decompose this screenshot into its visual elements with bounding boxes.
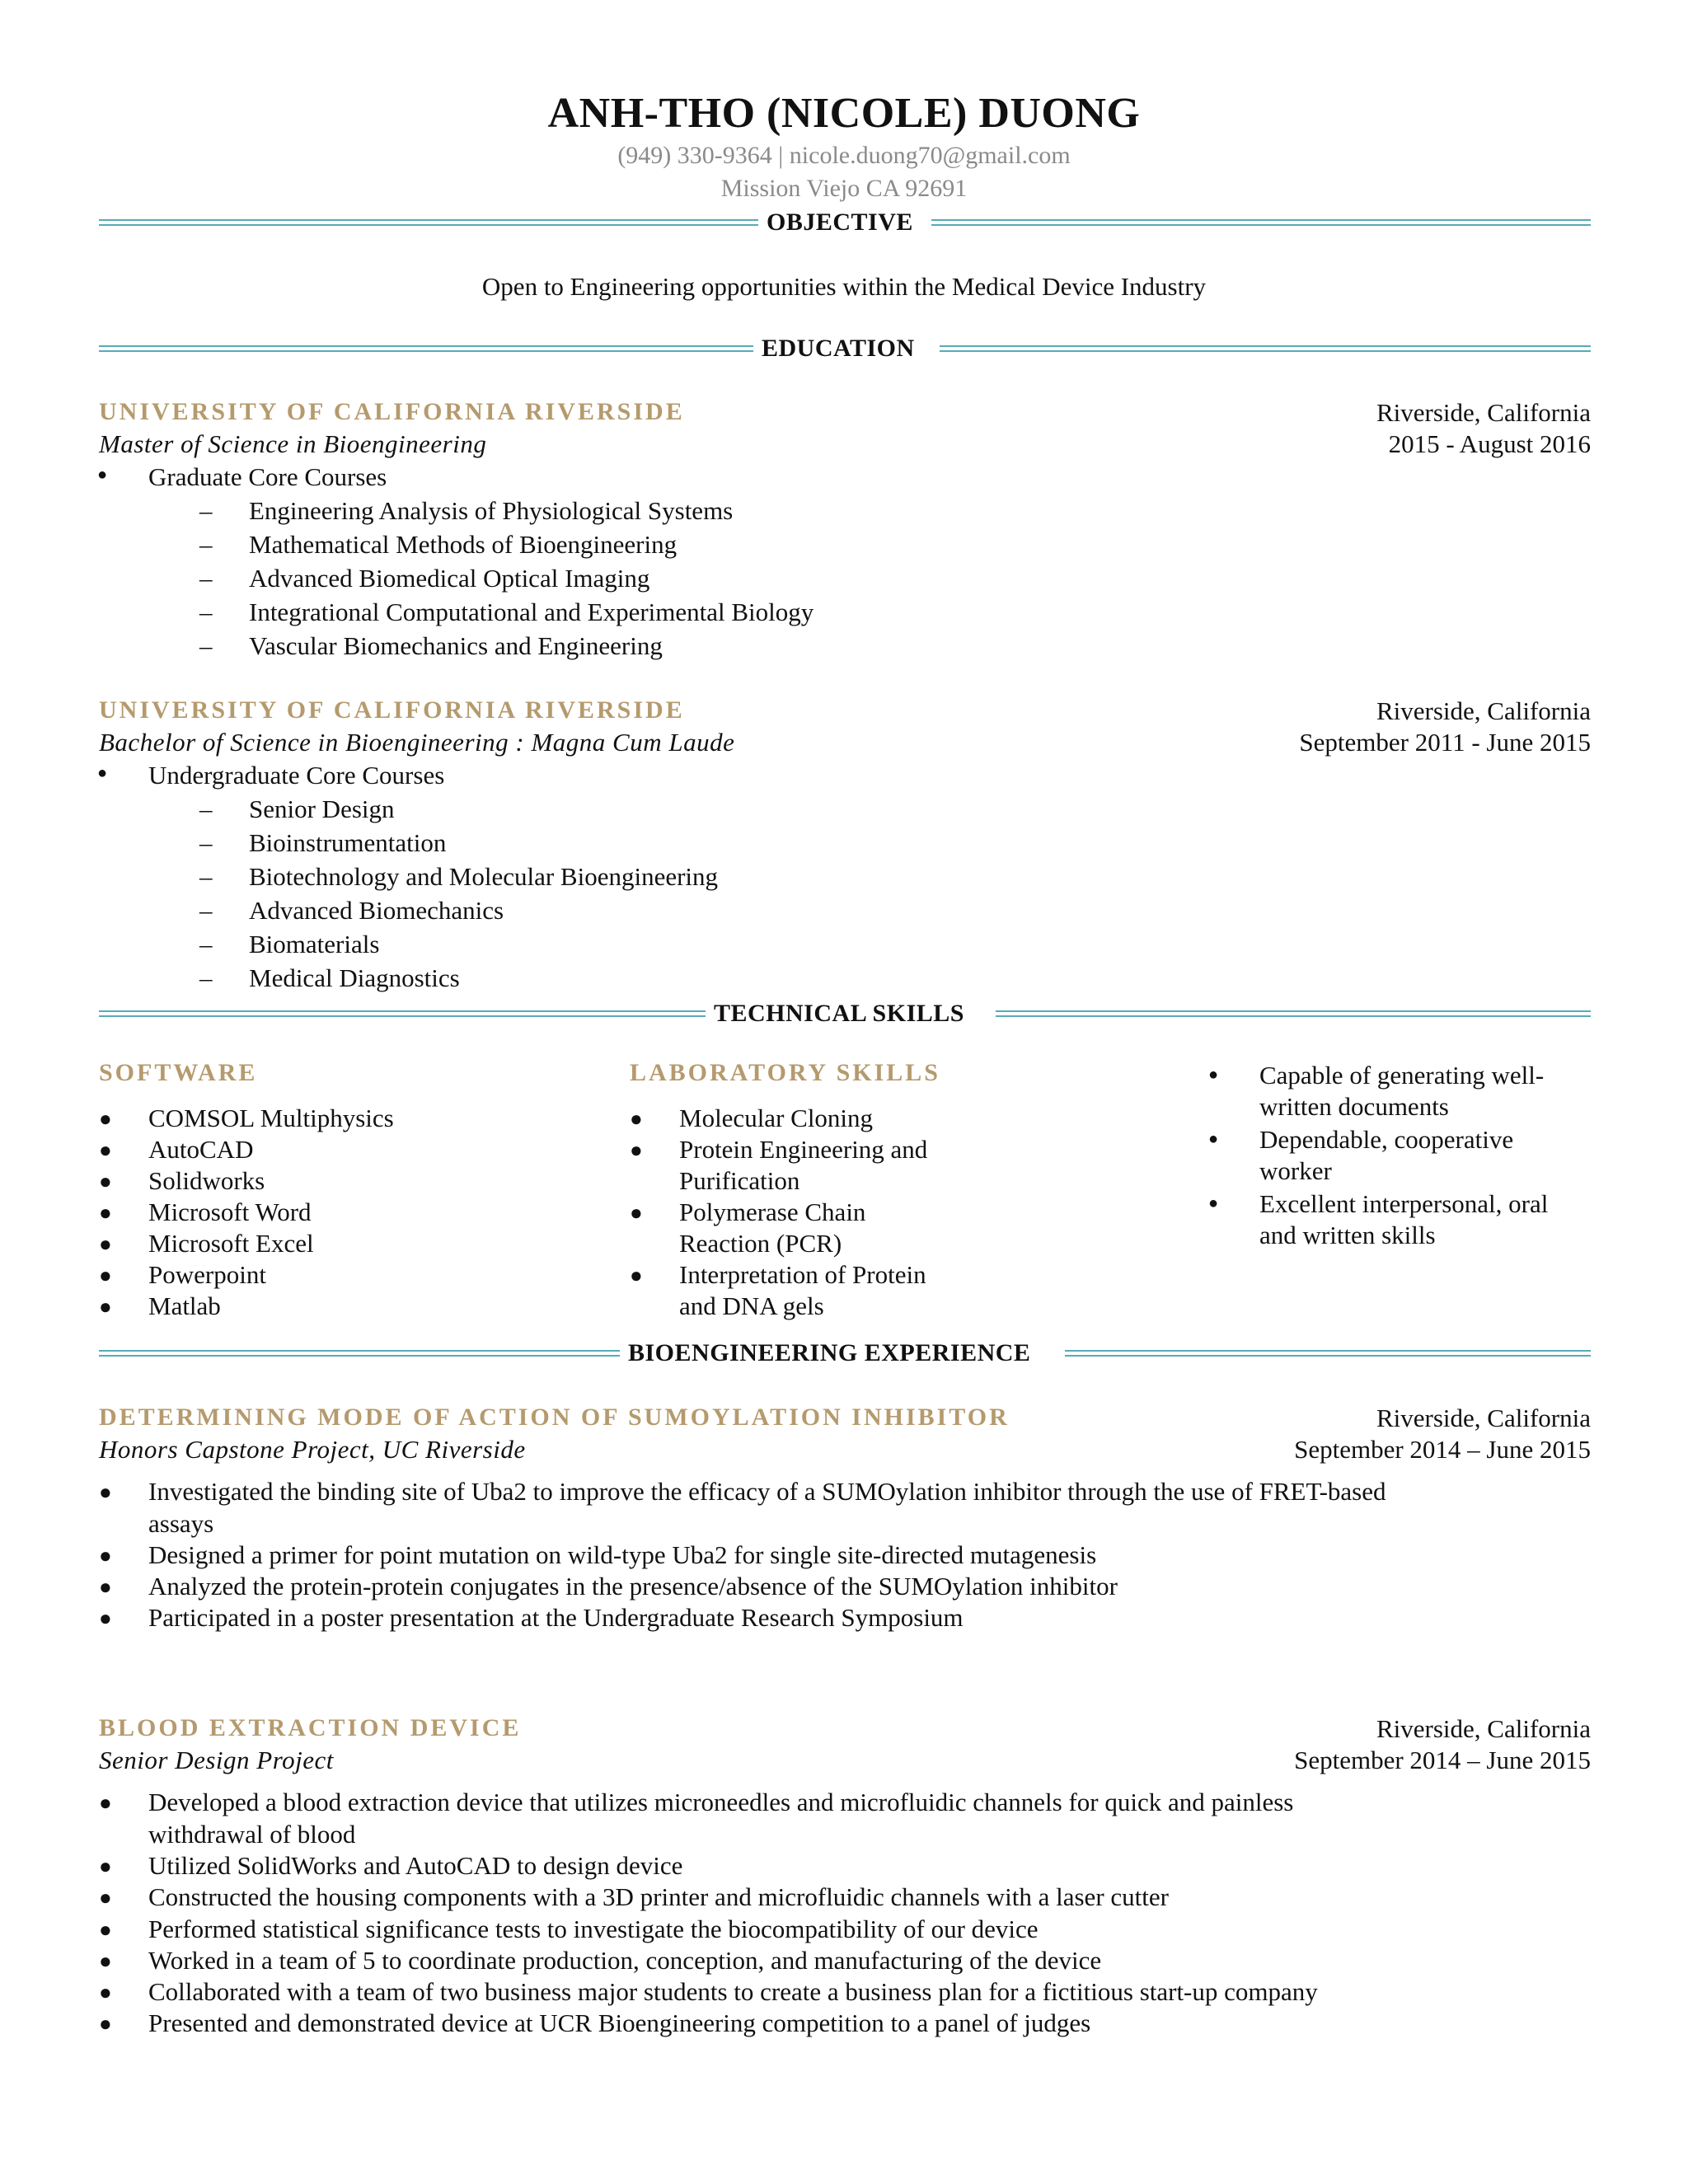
course-item: Integrational Computational and Experimental Biology bbox=[249, 598, 814, 626]
objective-text: Open to Engineering opportunities within the Medical Device Industry bbox=[481, 272, 1207, 301]
bullet-icon: ● bbox=[99, 1480, 112, 1504]
course-item: Vascular Biomechanics and Engineering bbox=[249, 631, 663, 660]
dash-icon: – bbox=[199, 896, 213, 925]
bullet-icon: ● bbox=[1208, 1194, 1219, 1212]
contact-line: (949) 330-9364 | nicole.duong70@gmail.com bbox=[617, 142, 1071, 169]
bullet-icon: ● bbox=[1208, 1066, 1219, 1084]
project-location: Riverside, California bbox=[1376, 1404, 1591, 1432]
project-location: Riverside, California bbox=[1376, 1714, 1591, 1743]
section-title-objective: OBJECTIVE bbox=[762, 206, 918, 239]
bullet-icon: ● bbox=[97, 466, 108, 484]
dash-icon: – bbox=[199, 794, 213, 823]
bullet-icon: ● bbox=[630, 1201, 643, 1225]
degree-dates: 2015 - August 2016 bbox=[1388, 429, 1591, 458]
bullet-icon: ● bbox=[630, 1107, 643, 1131]
bullet-icon: ● bbox=[630, 1263, 643, 1287]
course-item: Senior Design bbox=[249, 794, 395, 823]
experience-bullet: Investigated the binding site of Uba2 to improve the efficacy of a SUMOylation inhibitor through the use of FRET-based bbox=[148, 1477, 1386, 1506]
divider-rule bbox=[931, 219, 1591, 226]
dash-icon: – bbox=[199, 828, 213, 857]
project-subtitle: Senior Design Project bbox=[99, 1746, 334, 1774]
experience-bullet: Developed a blood extraction device that utilizes microneedles and microfluidic channels for quick and painless bbox=[148, 1788, 1294, 1816]
experience-bullet-continued: assays bbox=[148, 1509, 214, 1538]
dash-icon: – bbox=[199, 963, 213, 992]
dash-icon: – bbox=[199, 598, 213, 626]
bullet-icon: ● bbox=[99, 1854, 112, 1878]
bullet-icon: ● bbox=[99, 1886, 112, 1910]
bullet-icon: ● bbox=[99, 1201, 112, 1225]
bullet-icon: ● bbox=[99, 1606, 112, 1630]
project-title: BLOOD EXTRACTION DEVICE bbox=[99, 1714, 522, 1741]
project-dates: September 2014 – June 2015 bbox=[1294, 1746, 1591, 1774]
software-skill: Microsoft Excel bbox=[148, 1229, 314, 1258]
lab-skill: Molecular Cloning bbox=[679, 1104, 874, 1132]
school-location: Riverside, California bbox=[1376, 398, 1591, 427]
dash-icon: – bbox=[199, 631, 213, 660]
course-item: Advanced Biomechanics bbox=[249, 896, 504, 925]
degree-title: Bachelor of Science in Bioengineering : Magna Cum Laude bbox=[99, 728, 735, 757]
soft-skill: Dependable, cooperative bbox=[1259, 1125, 1514, 1154]
divider-rule bbox=[99, 345, 753, 352]
bullet-icon: ● bbox=[99, 1980, 112, 2004]
divider-rule bbox=[940, 345, 1591, 352]
experience-bullet-continued: withdrawal of blood bbox=[148, 1820, 356, 1849]
soft-skill-continued: and written skills bbox=[1259, 1221, 1436, 1249]
degree-dates: September 2011 - June 2015 bbox=[1299, 728, 1591, 757]
section-divider-education bbox=[99, 332, 1591, 365]
experience-bullet: Worked in a team of 5 to coordinate production, conception, and manufacturing of the device bbox=[148, 1946, 1102, 1975]
dash-icon: – bbox=[199, 930, 213, 958]
skills-heading-lab: LABORATORY SKILLS bbox=[630, 1059, 940, 1086]
software-skill: AutoCAD bbox=[148, 1135, 254, 1164]
bullet-icon: ● bbox=[99, 1232, 112, 1256]
section-divider-experience bbox=[99, 1337, 1591, 1370]
lab-skill: Protein Engineering and bbox=[679, 1135, 928, 1164]
software-skill: Powerpoint bbox=[148, 1260, 266, 1289]
course-group-label: Graduate Core Courses bbox=[148, 462, 387, 491]
dash-icon: – bbox=[199, 564, 213, 593]
bullet-icon: ● bbox=[1208, 1130, 1219, 1148]
section-title-education: EDUCATION bbox=[757, 332, 920, 365]
course-item: Biomaterials bbox=[249, 930, 380, 958]
dash-icon: – bbox=[199, 496, 213, 525]
course-item: Mathematical Methods of Bioengineering bbox=[249, 530, 678, 559]
soft-skill-continued: worker bbox=[1259, 1156, 1332, 1185]
divider-rule bbox=[99, 1010, 706, 1017]
divider-rule bbox=[1065, 1350, 1591, 1357]
experience-bullet: Collaborated with a team of two business major students to create a business plan for a fictitious start-up company bbox=[148, 1977, 1318, 2006]
software-skill: COMSOL Multiphysics bbox=[148, 1104, 394, 1132]
school-name: UNIVERSITY OF CALIFORNIA RIVERSIDE bbox=[99, 398, 685, 425]
software-skill: Microsoft Word bbox=[148, 1197, 312, 1226]
dash-icon: – bbox=[199, 530, 213, 559]
course-item: Medical Diagnostics bbox=[249, 963, 460, 992]
bullet-icon: ● bbox=[99, 1138, 112, 1162]
bullet-icon: ● bbox=[99, 1918, 112, 1942]
skills-heading-software: SOFTWARE bbox=[99, 1059, 258, 1086]
bullet-icon: ● bbox=[99, 1107, 112, 1131]
experience-bullet: Presented and demonstrated device at UCR Bioengineering competition to a panel of judges bbox=[148, 2008, 1091, 2037]
soft-skill-continued: written documents bbox=[1259, 1092, 1449, 1121]
bullet-icon: ● bbox=[99, 1263, 112, 1287]
course-item: Bioinstrumentation bbox=[249, 828, 447, 857]
divider-rule bbox=[99, 1350, 620, 1357]
experience-bullet: Analyzed the protein-protein conjugates in the presence/absence of the SUMOylation inhibitor bbox=[148, 1572, 1118, 1601]
bullet-icon: ● bbox=[99, 1575, 112, 1599]
bullet-icon: ● bbox=[99, 2012, 112, 2036]
lab-skill-continued: Reaction (PCR) bbox=[679, 1229, 842, 1258]
course-item: Biotechnology and Molecular Bioengineering bbox=[249, 862, 719, 891]
bullet-icon: ● bbox=[99, 1169, 112, 1193]
bullet-icon: ● bbox=[99, 1544, 112, 1568]
lab-skill: Polymerase Chain bbox=[679, 1197, 866, 1226]
lab-skill: Interpretation of Protein bbox=[679, 1260, 926, 1289]
bullet-icon: ● bbox=[99, 1295, 112, 1319]
candidate-name: ANH-THO (NICOLE) DUONG bbox=[547, 90, 1141, 137]
software-skill: Matlab bbox=[148, 1291, 221, 1320]
experience-bullet: Performed statistical significance tests to investigate the biocompatibility of our device bbox=[148, 1915, 1039, 1943]
soft-skill: Excellent interpersonal, oral bbox=[1259, 1189, 1549, 1218]
bullet-icon: ● bbox=[630, 1138, 643, 1162]
course-group-label: Undergraduate Core Courses bbox=[148, 761, 445, 790]
school-location: Riverside, California bbox=[1376, 696, 1591, 725]
experience-bullet: Participated in a poster presentation at the Undergraduate Research Symposium bbox=[148, 1603, 964, 1632]
address-line: Mission Viejo CA 92691 bbox=[720, 175, 968, 202]
project-subtitle: Honors Capstone Project, UC Riverside bbox=[99, 1435, 526, 1464]
lab-skill-continued: Purification bbox=[679, 1166, 800, 1195]
experience-bullet: Constructed the housing components with a 3D printer and microfluidic channels with a laser cutter bbox=[148, 1882, 1169, 1911]
project-title: DETERMINING MODE OF ACTION OF SUMOYLATION INHIBITOR bbox=[99, 1404, 1010, 1431]
bullet-icon: ● bbox=[99, 1949, 112, 1973]
experience-bullet: Designed a primer for point mutation on wild-type Uba2 for single site-directed mutagenesis bbox=[148, 1540, 1097, 1569]
bullet-icon: ● bbox=[99, 1791, 112, 1815]
divider-rule bbox=[99, 219, 758, 226]
soft-skill: Capable of generating well- bbox=[1259, 1061, 1545, 1090]
course-item: Advanced Biomedical Optical Imaging bbox=[249, 564, 650, 593]
lab-skill-continued: and DNA gels bbox=[679, 1291, 824, 1320]
experience-bullet: Utilized SolidWorks and AutoCAD to design device bbox=[148, 1851, 683, 1880]
project-dates: September 2014 – June 2015 bbox=[1294, 1435, 1591, 1464]
course-item: Engineering Analysis of Physiological Systems bbox=[249, 496, 734, 525]
section-divider-objective bbox=[99, 206, 1591, 239]
bullet-icon: ● bbox=[97, 764, 108, 782]
degree-title: Master of Science in Bioengineering bbox=[99, 429, 487, 458]
school-name: UNIVERSITY OF CALIFORNIA RIVERSIDE bbox=[99, 696, 685, 724]
section-title-skills: TECHNICAL SKILLS bbox=[709, 997, 969, 1030]
software-skill: Solidworks bbox=[148, 1166, 265, 1195]
section-divider-skills bbox=[99, 997, 1591, 1030]
divider-rule bbox=[996, 1010, 1591, 1017]
section-title-experience: BIOENGINEERING EXPERIENCE bbox=[623, 1337, 1035, 1370]
dash-icon: – bbox=[199, 862, 213, 891]
